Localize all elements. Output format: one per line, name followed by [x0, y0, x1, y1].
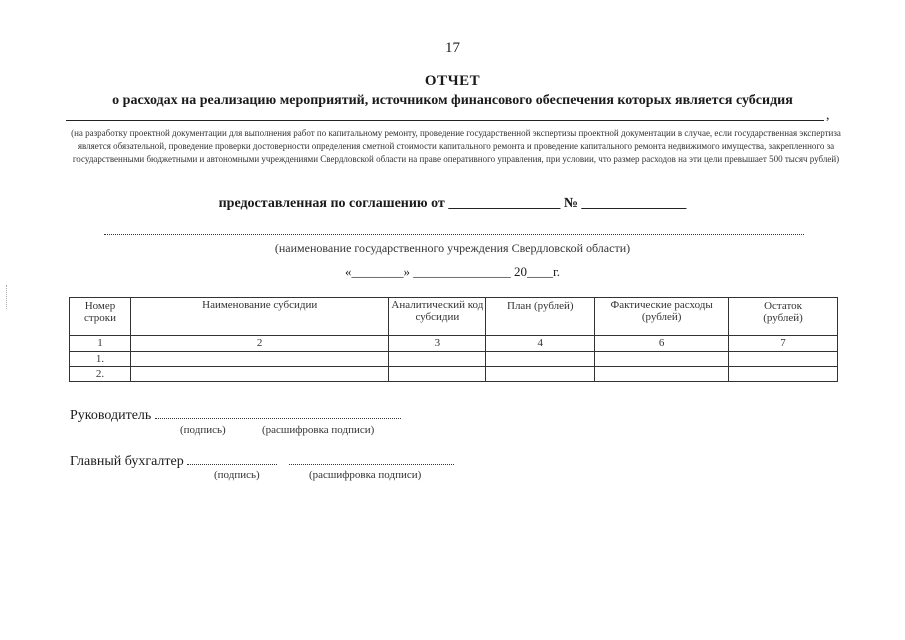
- head-label: Руководитель: [70, 408, 152, 423]
- header-remainder: Остаток (рублей): [729, 298, 838, 336]
- agreement-line: [0, 196, 905, 212]
- numbering-cell: 7: [729, 336, 838, 352]
- report-date-line[interactable]: «________» _______________ 20____г.: [344, 264, 561, 279]
- header-subsidy-name: Наименование субсидии: [130, 298, 388, 336]
- row-number-cell: 1.: [70, 352, 131, 367]
- agreement-label: предоставленная по соглашению от: [218, 196, 445, 211]
- accountant-sign-field[interactable]: [187, 452, 277, 465]
- head-sign-caption: (подпись): [180, 424, 226, 436]
- table-row: [70, 367, 838, 382]
- agreement-date-field[interactable]: ________________: [448, 196, 561, 211]
- institution-name-field[interactable]: [104, 234, 804, 235]
- table-header-row: [70, 298, 838, 336]
- table-cell[interactable]: [486, 352, 595, 367]
- accountant-sign-caption: (подпись): [214, 469, 260, 481]
- header-plan: План (рублей): [486, 298, 595, 336]
- head-signature-field[interactable]: [155, 406, 401, 419]
- table-cell[interactable]: [729, 367, 838, 382]
- numbering-cell: 3: [389, 336, 486, 352]
- subsidy-blank-line[interactable]: [66, 120, 824, 121]
- page-number: 17: [445, 40, 460, 56]
- scan-margin-mark: [6, 285, 8, 309]
- accountant-decode-caption: (расшифровка подписи): [309, 469, 422, 481]
- numbering-cell: 1: [70, 336, 131, 352]
- numbering-cell: 6: [595, 336, 729, 352]
- table-cell[interactable]: [389, 367, 486, 382]
- table-cell[interactable]: [595, 352, 729, 367]
- table-cell[interactable]: [389, 352, 486, 367]
- institution-caption: (наименование государственного учреждения Свердловской области): [274, 241, 631, 255]
- numbering-cell: 2: [130, 336, 388, 352]
- accountant-signature-row: [70, 452, 454, 470]
- table-row: [70, 352, 838, 367]
- report-title: ОТЧЕТ: [424, 73, 481, 89]
- header-actual-expenses: Фактические расходы (рублей): [595, 298, 729, 336]
- row-number-cell: 2.: [70, 367, 131, 382]
- table-cell[interactable]: [130, 367, 388, 382]
- table-cell[interactable]: [729, 352, 838, 367]
- header-analytic-code: Аналитический код субсидии: [389, 298, 486, 336]
- agreement-number-label: №: [563, 196, 578, 211]
- header-row-number: Номер строки: [70, 298, 131, 336]
- subsidy-line-comma: ,: [826, 108, 830, 123]
- head-decode-caption: (расшифровка подписи): [262, 424, 375, 436]
- accountant-label: Главный бухгалтер: [70, 454, 184, 469]
- agreement-number-field[interactable]: _______________: [581, 196, 687, 211]
- accountant-decode-field[interactable]: [289, 452, 454, 465]
- subsidy-purpose-note: (на разработку проектной документации для выполнения работ по капитальному ремонту, проведение государственной экспертизы проектной документации в случае, если государственная экспертиза является обязательной, проведение проверки достоверности определения сметной стоимости капитального ремонта и проведение капитального ремонта недвижимого имущества, закрепленного за государственными бюджетными и автономными учреждениями Свердловской области на праве оперативного управления, при условии, что размер расходов на эти цели превышает 500 тысяч рублей): [71, 128, 841, 164]
- table-cell[interactable]: [486, 367, 595, 382]
- table-cell[interactable]: [595, 367, 729, 382]
- report-subtitle: о расходах на реализацию мероприятий, источником финансового обеспечения которых является субсидия: [112, 93, 793, 108]
- table-cell[interactable]: [130, 352, 388, 367]
- numbering-cell: 4: [486, 336, 595, 352]
- expenses-table: [69, 297, 838, 382]
- head-signature-row: [70, 406, 401, 424]
- table-numbering-row: [70, 336, 838, 352]
